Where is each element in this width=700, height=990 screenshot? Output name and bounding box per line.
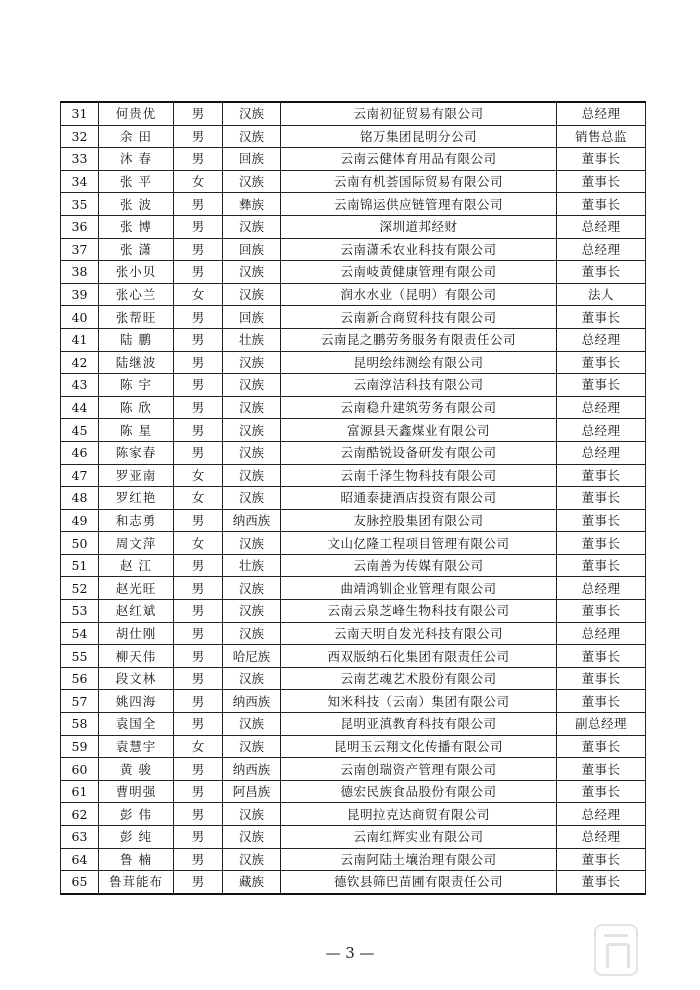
member-company: 云南锦运供应链管理有限公司 [281, 193, 557, 216]
member-sex: 女 [174, 464, 223, 487]
row-number: 63 [61, 826, 99, 849]
member-position: 董事长 [557, 667, 646, 690]
member-position: 董事长 [557, 464, 646, 487]
table-row [61, 758, 646, 781]
row-number: 61 [61, 780, 99, 803]
row-number: 37 [61, 238, 99, 261]
member-name: 张小贝 [99, 261, 174, 284]
member-ethnicity: 汉族 [223, 487, 281, 510]
row-number: 38 [61, 261, 99, 284]
member-company: 云南艺魂艺术股份有限公司 [281, 667, 557, 690]
member-name: 袁国全 [99, 713, 174, 736]
member-company: 云南创瑞资产管理有限公司 [281, 758, 557, 781]
member-name: 何贵优 [99, 102, 174, 125]
table-row [61, 487, 646, 510]
member-sex: 男 [174, 622, 223, 645]
member-name: 罗亚南 [99, 464, 174, 487]
member-ethnicity: 纳西族 [223, 690, 281, 713]
row-number: 58 [61, 713, 99, 736]
member-ethnicity: 汉族 [223, 170, 281, 193]
member-sex: 男 [174, 509, 223, 532]
row-number: 33 [61, 148, 99, 171]
member-sex: 男 [174, 554, 223, 577]
member-position: 总经理 [557, 419, 646, 442]
member-ethnicity: 壮族 [223, 328, 281, 351]
table-row [61, 148, 646, 171]
member-sex: 男 [174, 826, 223, 849]
member-sex: 男 [174, 645, 223, 668]
watermark-logo [594, 924, 638, 976]
table-row [61, 328, 646, 351]
member-ethnicity: 汉族 [223, 215, 281, 238]
member-ethnicity: 汉族 [223, 102, 281, 125]
member-sex: 男 [174, 780, 223, 803]
member-position: 董事长 [557, 532, 646, 555]
table-row [61, 374, 646, 397]
member-sex: 男 [174, 215, 223, 238]
member-name: 张 博 [99, 215, 174, 238]
member-sex: 男 [174, 600, 223, 623]
row-number: 31 [61, 102, 99, 125]
table-row [61, 170, 646, 193]
member-company: 云南红辉实业有限公司 [281, 826, 557, 849]
member-sex: 女 [174, 283, 223, 306]
member-company: 富源县天鑫煤业有限公司 [281, 419, 557, 442]
member-position: 董事长 [557, 374, 646, 397]
member-ethnicity: 汉族 [223, 351, 281, 374]
member-company: 德钦县筛巴苗圃有限责任公司 [281, 871, 557, 894]
member-sex: 男 [174, 261, 223, 284]
member-position: 董事长 [557, 871, 646, 894]
member-company: 昆明玉云翔文化传播有限公司 [281, 735, 557, 758]
member-company: 云南新合商贸科技有限公司 [281, 306, 557, 329]
row-number: 64 [61, 848, 99, 871]
member-position: 总经理 [557, 826, 646, 849]
member-sex: 女 [174, 735, 223, 758]
member-company: 云南阿陆土壤治理有限公司 [281, 848, 557, 871]
row-number: 59 [61, 735, 99, 758]
table-row [61, 871, 646, 894]
member-position: 董事长 [557, 848, 646, 871]
page-number: — 3 — [325, 944, 375, 962]
member-table [60, 101, 646, 895]
row-number: 56 [61, 667, 99, 690]
row-number: 46 [61, 441, 99, 464]
member-name: 陈 宇 [99, 374, 174, 397]
member-ethnicity: 汉族 [223, 396, 281, 419]
member-sex: 男 [174, 351, 223, 374]
member-name: 和志勇 [99, 509, 174, 532]
member-position: 销售总监 [557, 125, 646, 148]
member-sex: 男 [174, 577, 223, 600]
member-ethnicity: 汉族 [223, 803, 281, 826]
table-row [61, 396, 646, 419]
member-name: 张 波 [99, 193, 174, 216]
member-company: 云南潇禾农业科技有限公司 [281, 238, 557, 261]
row-number: 65 [61, 871, 99, 894]
member-position: 总经理 [557, 803, 646, 826]
member-position: 董事长 [557, 170, 646, 193]
member-name: 胡仕刚 [99, 622, 174, 645]
member-company: 铭万集团昆明分公司 [281, 125, 557, 148]
row-number: 54 [61, 622, 99, 645]
member-sex: 男 [174, 306, 223, 329]
row-number: 42 [61, 351, 99, 374]
table-row [61, 826, 646, 849]
table-row [61, 125, 646, 148]
row-number: 57 [61, 690, 99, 713]
member-sex: 男 [174, 758, 223, 781]
row-number: 39 [61, 283, 99, 306]
member-position: 董事长 [557, 690, 646, 713]
member-sex: 男 [174, 328, 223, 351]
member-name: 彭 纯 [99, 826, 174, 849]
member-position: 董事长 [557, 758, 646, 781]
member-ethnicity: 汉族 [223, 600, 281, 623]
member-name: 陆 鹏 [99, 328, 174, 351]
member-name: 沐 春 [99, 148, 174, 171]
member-position: 总经理 [557, 622, 646, 645]
table-row [61, 600, 646, 623]
member-name: 彭 伟 [99, 803, 174, 826]
row-number: 34 [61, 170, 99, 193]
member-name: 余 田 [99, 125, 174, 148]
member-position: 董事长 [557, 645, 646, 668]
member-company: 德宏民族食品股份有限公司 [281, 780, 557, 803]
member-name: 陈家春 [99, 441, 174, 464]
member-sex: 男 [174, 441, 223, 464]
member-position: 董事长 [557, 735, 646, 758]
row-number: 55 [61, 645, 99, 668]
table-row [61, 509, 646, 532]
member-company: 润水水业（昆明）有限公司 [281, 283, 557, 306]
member-company: 云南善为传媒有限公司 [281, 554, 557, 577]
member-ethnicity: 汉族 [223, 826, 281, 849]
member-ethnicity: 回族 [223, 148, 281, 171]
member-position: 董事长 [557, 306, 646, 329]
member-sex: 女 [174, 532, 223, 555]
member-ethnicity: 汉族 [223, 464, 281, 487]
row-number: 36 [61, 215, 99, 238]
table-row [61, 261, 646, 284]
member-name: 鲁茸能布 [99, 871, 174, 894]
member-name: 周文萍 [99, 532, 174, 555]
member-sex: 男 [174, 690, 223, 713]
row-number: 53 [61, 600, 99, 623]
row-number: 41 [61, 328, 99, 351]
member-company: 云南岐黄健康管理有限公司 [281, 261, 557, 284]
member-name: 赵红斌 [99, 600, 174, 623]
table-row [61, 464, 646, 487]
member-company: 云南初征贸易有限公司 [281, 102, 557, 125]
row-number: 44 [61, 396, 99, 419]
table-row [61, 713, 646, 736]
member-sex: 女 [174, 170, 223, 193]
row-number: 43 [61, 374, 99, 397]
table-row [61, 193, 646, 216]
member-name: 赵 江 [99, 554, 174, 577]
member-ethnicity: 汉族 [223, 125, 281, 148]
member-name: 姚四海 [99, 690, 174, 713]
table-row [61, 803, 646, 826]
table-row [61, 690, 646, 713]
member-sex: 男 [174, 238, 223, 261]
member-company: 云南有机荟国际贸易有限公司 [281, 170, 557, 193]
row-number: 48 [61, 487, 99, 510]
member-ethnicity: 汉族 [223, 283, 281, 306]
member-sex: 男 [174, 125, 223, 148]
member-name: 黄 骏 [99, 758, 174, 781]
member-sex: 男 [174, 102, 223, 125]
member-name: 陈 星 [99, 419, 174, 442]
member-position: 总经理 [557, 441, 646, 464]
row-number: 60 [61, 758, 99, 781]
table-row [61, 306, 646, 329]
member-sex: 男 [174, 713, 223, 736]
member-ethnicity: 汉族 [223, 667, 281, 690]
member-sex: 男 [174, 803, 223, 826]
member-sex: 男 [174, 871, 223, 894]
member-company: 深圳道邦经财 [281, 215, 557, 238]
member-position: 董事长 [557, 780, 646, 803]
row-number: 51 [61, 554, 99, 577]
member-position: 总经理 [557, 238, 646, 261]
member-ethnicity: 汉族 [223, 374, 281, 397]
table-row [61, 622, 646, 645]
member-position: 董事长 [557, 487, 646, 510]
member-ethnicity: 汉族 [223, 735, 281, 758]
member-sex: 女 [174, 487, 223, 510]
member-name: 鲁 楠 [99, 848, 174, 871]
table-row [61, 532, 646, 555]
member-sex: 男 [174, 667, 223, 690]
table-row [61, 238, 646, 261]
member-sex: 男 [174, 396, 223, 419]
member-position: 董事长 [557, 261, 646, 284]
table-row [61, 577, 646, 600]
member-name: 曹明强 [99, 780, 174, 803]
member-company: 昆明亚滇教育科技有限公司 [281, 713, 557, 736]
member-position: 法人 [557, 283, 646, 306]
member-sex: 男 [174, 848, 223, 871]
member-position: 董事长 [557, 193, 646, 216]
member-sex: 男 [174, 193, 223, 216]
member-sex: 男 [174, 374, 223, 397]
row-number: 49 [61, 509, 99, 532]
member-ethnicity: 汉族 [223, 441, 281, 464]
member-ethnicity: 彝族 [223, 193, 281, 216]
member-company: 友脉控股集团有限公司 [281, 509, 557, 532]
row-number: 47 [61, 464, 99, 487]
member-ethnicity: 回族 [223, 306, 281, 329]
row-number: 50 [61, 532, 99, 555]
row-number: 32 [61, 125, 99, 148]
table-row [61, 419, 646, 442]
table-row [61, 102, 646, 125]
member-name: 张帮旺 [99, 306, 174, 329]
member-company: 云南昆之鹏劳务服务有限责任公司 [281, 328, 557, 351]
member-company: 西双版纳石化集团有限责任公司 [281, 645, 557, 668]
member-company: 昆明绘纬测绘有限公司 [281, 351, 557, 374]
member-ethnicity: 阿昌族 [223, 780, 281, 803]
member-ethnicity: 藏族 [223, 871, 281, 894]
table-row [61, 441, 646, 464]
row-number: 52 [61, 577, 99, 600]
member-company: 昆明拉克达商贸有限公司 [281, 803, 557, 826]
row-number: 40 [61, 306, 99, 329]
member-name: 段文林 [99, 667, 174, 690]
member-ethnicity: 回族 [223, 238, 281, 261]
member-position: 董事长 [557, 351, 646, 374]
member-name: 柳天伟 [99, 645, 174, 668]
table-row [61, 735, 646, 758]
table-row [61, 554, 646, 577]
member-ethnicity: 汉族 [223, 713, 281, 736]
member-sex: 男 [174, 148, 223, 171]
table-row [61, 351, 646, 374]
member-company: 知米科技（云南）集团有限公司 [281, 690, 557, 713]
member-name: 陈 欣 [99, 396, 174, 419]
member-position: 董事长 [557, 600, 646, 623]
member-ethnicity: 哈尼族 [223, 645, 281, 668]
member-company: 云南云健体育用品有限公司 [281, 148, 557, 171]
member-ethnicity: 纳西族 [223, 509, 281, 532]
member-ethnicity: 汉族 [223, 848, 281, 871]
member-company: 曲靖鸿钏企业管理有限公司 [281, 577, 557, 600]
row-number: 62 [61, 803, 99, 826]
member-name: 赵光旺 [99, 577, 174, 600]
member-company: 云南天明自发光科技有限公司 [281, 622, 557, 645]
table-row [61, 780, 646, 803]
member-company: 云南稳升建筑劳务有限公司 [281, 396, 557, 419]
member-name: 张 平 [99, 170, 174, 193]
row-number: 45 [61, 419, 99, 442]
member-position: 副总经理 [557, 713, 646, 736]
member-ethnicity: 汉族 [223, 532, 281, 555]
member-name: 袁慧宇 [99, 735, 174, 758]
member-ethnicity: 汉族 [223, 261, 281, 284]
member-position: 董事长 [557, 509, 646, 532]
member-ethnicity: 汉族 [223, 622, 281, 645]
member-position: 总经理 [557, 396, 646, 419]
member-position: 董事长 [557, 554, 646, 577]
table-row [61, 215, 646, 238]
member-position: 总经理 [557, 577, 646, 600]
member-ethnicity: 汉族 [223, 419, 281, 442]
member-ethnicity: 纳西族 [223, 758, 281, 781]
table-row [61, 283, 646, 306]
row-number: 35 [61, 193, 99, 216]
member-position: 总经理 [557, 328, 646, 351]
member-position: 总经理 [557, 102, 646, 125]
member-ethnicity: 壮族 [223, 554, 281, 577]
table-row [61, 667, 646, 690]
member-position: 总经理 [557, 215, 646, 238]
member-table-body [61, 102, 646, 894]
member-company: 云南千泽生物科技有限公司 [281, 464, 557, 487]
member-company: 云南淳洁科技有限公司 [281, 374, 557, 397]
member-company: 文山亿隆工程项目管理有限公司 [281, 532, 557, 555]
table-row [61, 848, 646, 871]
member-ethnicity: 汉族 [223, 577, 281, 600]
member-company: 云南云泉芝峰生物科技有限公司 [281, 600, 557, 623]
member-name: 罗红艳 [99, 487, 174, 510]
member-name: 张心兰 [99, 283, 174, 306]
member-company: 昭通泰捷酒店投资有限公司 [281, 487, 557, 510]
table-row [61, 645, 646, 668]
member-name: 张 潇 [99, 238, 174, 261]
member-sex: 男 [174, 419, 223, 442]
member-position: 董事长 [557, 148, 646, 171]
member-name: 陆继波 [99, 351, 174, 374]
member-company: 云南酷锐设备研发有限公司 [281, 441, 557, 464]
